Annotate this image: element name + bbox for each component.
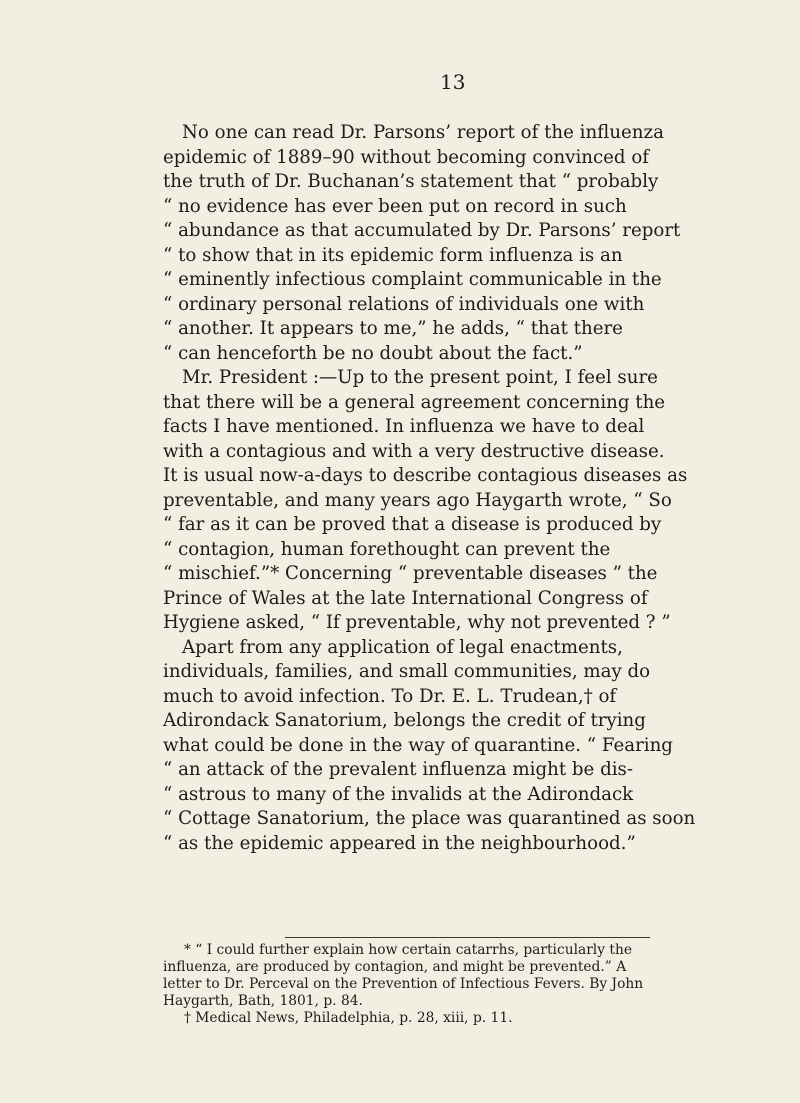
text-line: Mr. President :—Up to the present point, I feel sure [182,367,658,388]
text-line: “ abundance as that accumulated by Dr. Parsons’ report [163,220,681,241]
text-line: with a contagious and with a very destructive disease. [163,441,665,462]
footnote-divider [285,937,650,938]
text-line: the truth of Dr. Buchanan’s statement that “ probably [163,171,659,192]
text-line: what could be done in the way of quarantine. “ Fearing [163,735,673,756]
text-line: “ no evidence has ever been put on record in such [163,196,627,217]
text-line: preventable, and many years ago Haygarth wrote, “ So [163,490,672,511]
text-line: Apart from any application of legal enactments, [182,637,623,658]
text-line: “ an attack of the prevalent influenza might be dis- [163,759,634,780]
text-line: “ far as it can be proved that a disease is produced by [163,514,662,535]
footnote-line: Haygarth, Bath, 1801, p. 84. [163,993,363,1009]
text-line: “ to show that in its epidemic form influenza is an [163,245,623,266]
footnote-line: † Medical News, Philadelphia, p. 28, xiii, p. 11. [184,1010,513,1026]
text-line: Prince of Wales at the late International Congress of [163,588,648,609]
text-line: It is usual now-a-days to describe contagious diseases as [163,465,688,486]
text-line: facts I have mentioned. In influenza we have to deal [163,416,645,437]
text-line: individuals, families, and small communities, may do [163,661,651,682]
text-line: Hygiene asked, “ If preventable, why not prevented ? ” [163,612,671,633]
text-line: “ as the epidemic appeared in the neighbourhood.” [163,833,636,854]
footnote-line: letter to Dr. Perceval on the Prevention of Infectious Fevers. By John [163,976,644,992]
text-line: “ another. It appears to me,” he adds, “ that there [163,318,623,339]
text-line: epidemic of 1889–90 without becoming convinced of [163,147,650,168]
text-line: that there will be a general agreement concerning the [163,392,666,413]
text-line: much to avoid infection. To Dr. E. L. Trudean,† of [163,686,617,707]
text-line: No one can read Dr. Parsons’ report of the influenza [182,122,664,143]
text-line: “ eminently infectious complaint communicable in the [163,269,662,290]
page-number: 13 [440,70,466,94]
text-line: “ mischief.”* Concerning “ preventable diseases ” the [163,563,658,584]
text-line: “ contagion, human forethought can prevent the [163,539,611,560]
text-line: “ can henceforth be no doubt about the fact.” [163,343,583,364]
text-line: “ astrous to many of the invalids at the Adirondack [163,784,634,805]
text-line: “ ordinary personal relations of individuals one with [163,294,645,315]
text-line: “ Cottage Sanatorium, the place was quarantined as soon [163,808,696,829]
text-line: Adirondack Sanatorium, belongs the credit of trying [163,710,646,731]
footnote-line: * “ I could further explain how certain catarrhs, particularly the [184,942,632,958]
footnote-line: influenza, are produced by contagion, and might be prevented.” A [163,959,627,975]
